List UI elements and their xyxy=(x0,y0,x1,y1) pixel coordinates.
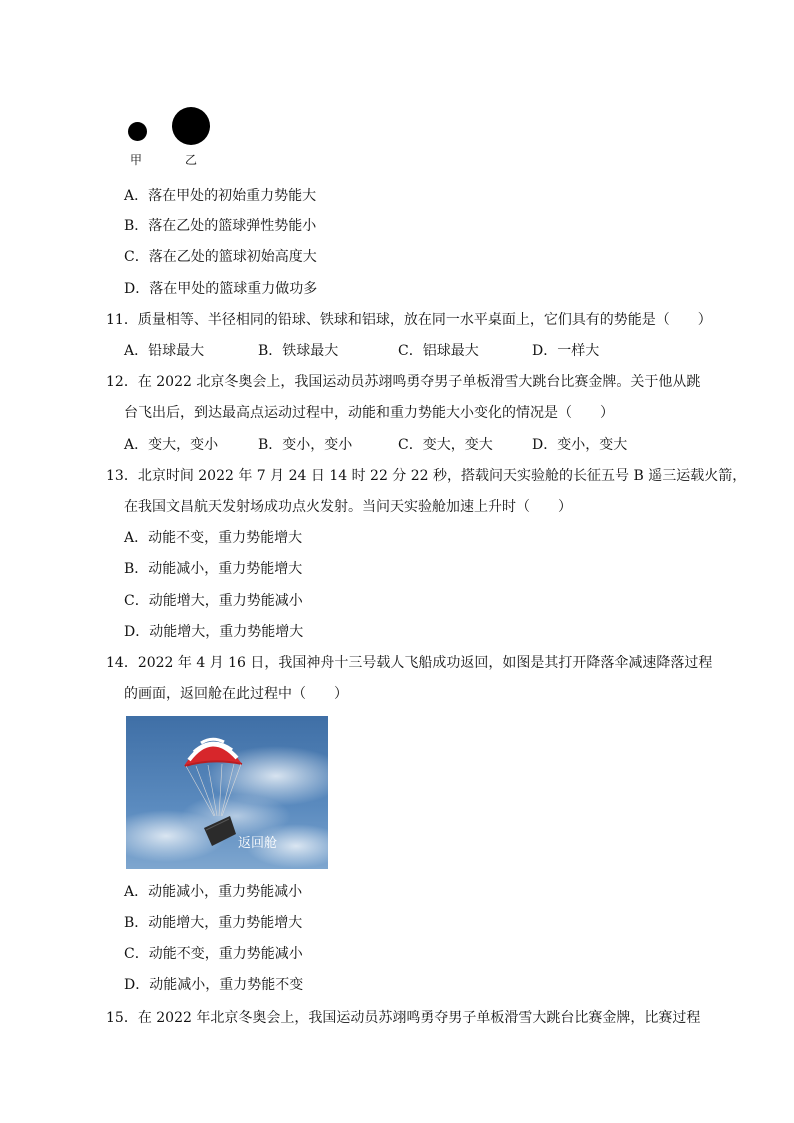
parachute-illustration xyxy=(126,716,328,869)
q14-option-b: B．动能增大，重力势能增大 xyxy=(124,915,303,931)
q10-option-c: C．落在乙处的篮球初始高度大 xyxy=(124,249,317,265)
q12-option-b: B．变小，变小 xyxy=(258,437,353,453)
ball-label-jia: 甲 xyxy=(130,153,143,167)
q12-option-a: A．变大，变小 xyxy=(124,437,219,453)
q13-option-a: A．动能不变，重力势能增大 xyxy=(124,530,303,546)
q12-stem-line1: 12．在 2022 北京冬奥会上，我国运动员苏翊鸣勇夺男子单板滑雪大跳台比赛金牌。关于他从跳 xyxy=(106,374,701,390)
q14-option-a: A．动能减小，重力势能减小 xyxy=(124,884,303,900)
q11-option-c: C．铝球最大 xyxy=(398,343,479,359)
ball-label-yi: 乙 xyxy=(185,153,198,167)
q10-option-a: A．落在甲处的初始重力势能大 xyxy=(124,188,317,204)
q11-option-d: D．一样大 xyxy=(532,343,600,359)
q14-stem-line2: 的画面，返回舱在此过程中（ ） xyxy=(124,686,348,702)
parachute-photo xyxy=(126,716,328,869)
large-ball-figure xyxy=(172,107,210,145)
q13-stem-line1: 13．北京时间 2022 年 7 月 24 日 14 时 22 分 22 秒，搭载问天实验舱的长征五号 B 遥三运载火箭， xyxy=(106,468,747,484)
q13-option-c: C．动能增大，重力势能减小 xyxy=(124,593,303,609)
q12-stem-line2: 台飞出后，到达最高点运动过程中，动能和重力势能大小变化的情况是（ ） xyxy=(124,405,614,421)
photo-caption: 返回舱 xyxy=(238,836,278,851)
q11-option-a: A．铅球最大 xyxy=(124,343,205,359)
q13-option-b: B．动能减小，重力势能增大 xyxy=(124,561,303,577)
q15-stem-line1: 15．在 2022 年北京冬奥会上，我国运动员苏翊鸣勇夺男子单板滑雪大跳台比赛金牌，比赛过程 xyxy=(106,1010,701,1026)
q14-option-d: D．动能减小，重力势能不变 xyxy=(124,977,304,993)
q14-stem-line1: 14．2022 年 4 月 16 日，我国神舟十三号载人飞船成功返回，如图是其打开降落伞减速降落过程 xyxy=(106,655,713,671)
q10-option-d: D．落在甲处的篮球重力做功多 xyxy=(124,281,318,297)
q12-option-d: D．变小，变大 xyxy=(532,437,628,453)
q13-stem-line2: 在我国文昌航天发射场成功点火发射。当问天实验舱加速上升时（ ） xyxy=(124,499,572,515)
q13-option-d: D．动能增大，重力势能增大 xyxy=(124,624,304,640)
q11-stem: 11．质量相等、半径相同的铅球、铁球和铝球，放在同一水平桌面上，它们具有的势能是（ ） xyxy=(106,312,712,328)
q14-option-c: C．动能不变，重力势能减小 xyxy=(124,946,303,962)
q12-option-c: C．变大，变大 xyxy=(398,437,493,453)
q11-option-b: B．铁球最大 xyxy=(258,343,339,359)
q10-option-b: B．落在乙处的篮球弹性势能小 xyxy=(124,218,317,234)
small-ball-figure xyxy=(128,122,147,141)
